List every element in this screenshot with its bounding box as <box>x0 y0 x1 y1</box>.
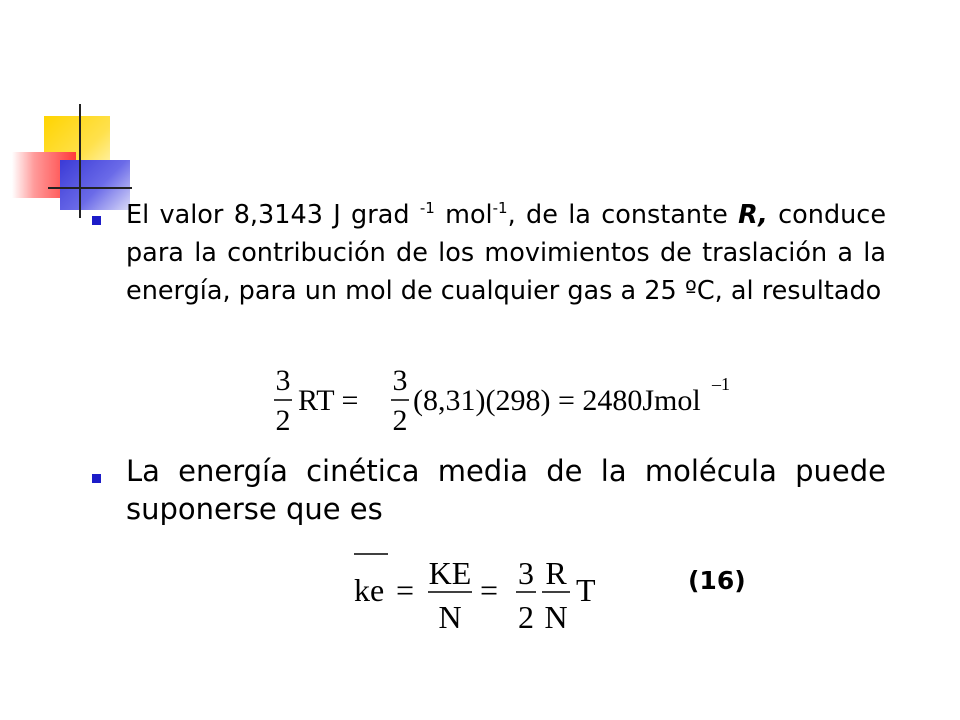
bullet-icon <box>92 216 101 225</box>
eq1-frac2-denominator: 2 <box>392 404 408 437</box>
text-fragment: El valor 8,3143 J grad <box>126 200 420 230</box>
eq2-frac2-numerator: 3 <box>518 555 534 591</box>
eq2-frac3-denominator: N <box>544 599 568 635</box>
logo-vertical-line <box>79 104 81 218</box>
bullet-icon <box>92 474 101 483</box>
eq2-frac1-numerator: KE <box>428 555 472 591</box>
eq2-lhs: ke <box>354 572 385 608</box>
equation-number: (16) <box>688 566 746 595</box>
paragraph-constant-r <box>126 196 886 310</box>
eq2-frac1-denominator: N <box>438 599 462 635</box>
equation-translation-energy <box>272 360 742 440</box>
eq1-exponent: –1 <box>712 374 730 394</box>
logo-horizontal-line <box>48 187 132 189</box>
eq2-equals-2: = <box>480 572 499 608</box>
text-fragment: conduce para la contribución de los movimientos de traslación a la energía, para un mol de cualquier gas a 25 ºC, al resultado <box>126 200 887 306</box>
logo-blue-square <box>60 160 130 210</box>
eq1-result: (8,31)(298) = 2480Jmol <box>413 384 701 417</box>
paragraph-kinetic-energy: La energía cinética media de la molécula puede suponerse que es <box>126 454 886 526</box>
eq2-frac2-denominator: 2 <box>518 599 534 635</box>
eq1-frac2-numerator: 3 <box>392 364 408 397</box>
eq1-frac-denominator: 2 <box>275 404 291 437</box>
text-fragment: mol <box>434 200 493 230</box>
eq1-term: RT = <box>298 384 359 417</box>
superscript: -1 <box>492 199 508 217</box>
text-fragment: , de la constante <box>507 200 739 230</box>
equation-mean-kinetic-energy <box>348 546 608 636</box>
superscript: -1 <box>419 199 435 217</box>
eq2-frac3-numerator: R <box>545 555 567 591</box>
eq2-equals: = <box>396 572 415 608</box>
eq2-tail: T <box>576 572 596 608</box>
constant-symbol: R, <box>738 200 768 230</box>
eq1-frac-numerator: 3 <box>275 364 291 397</box>
